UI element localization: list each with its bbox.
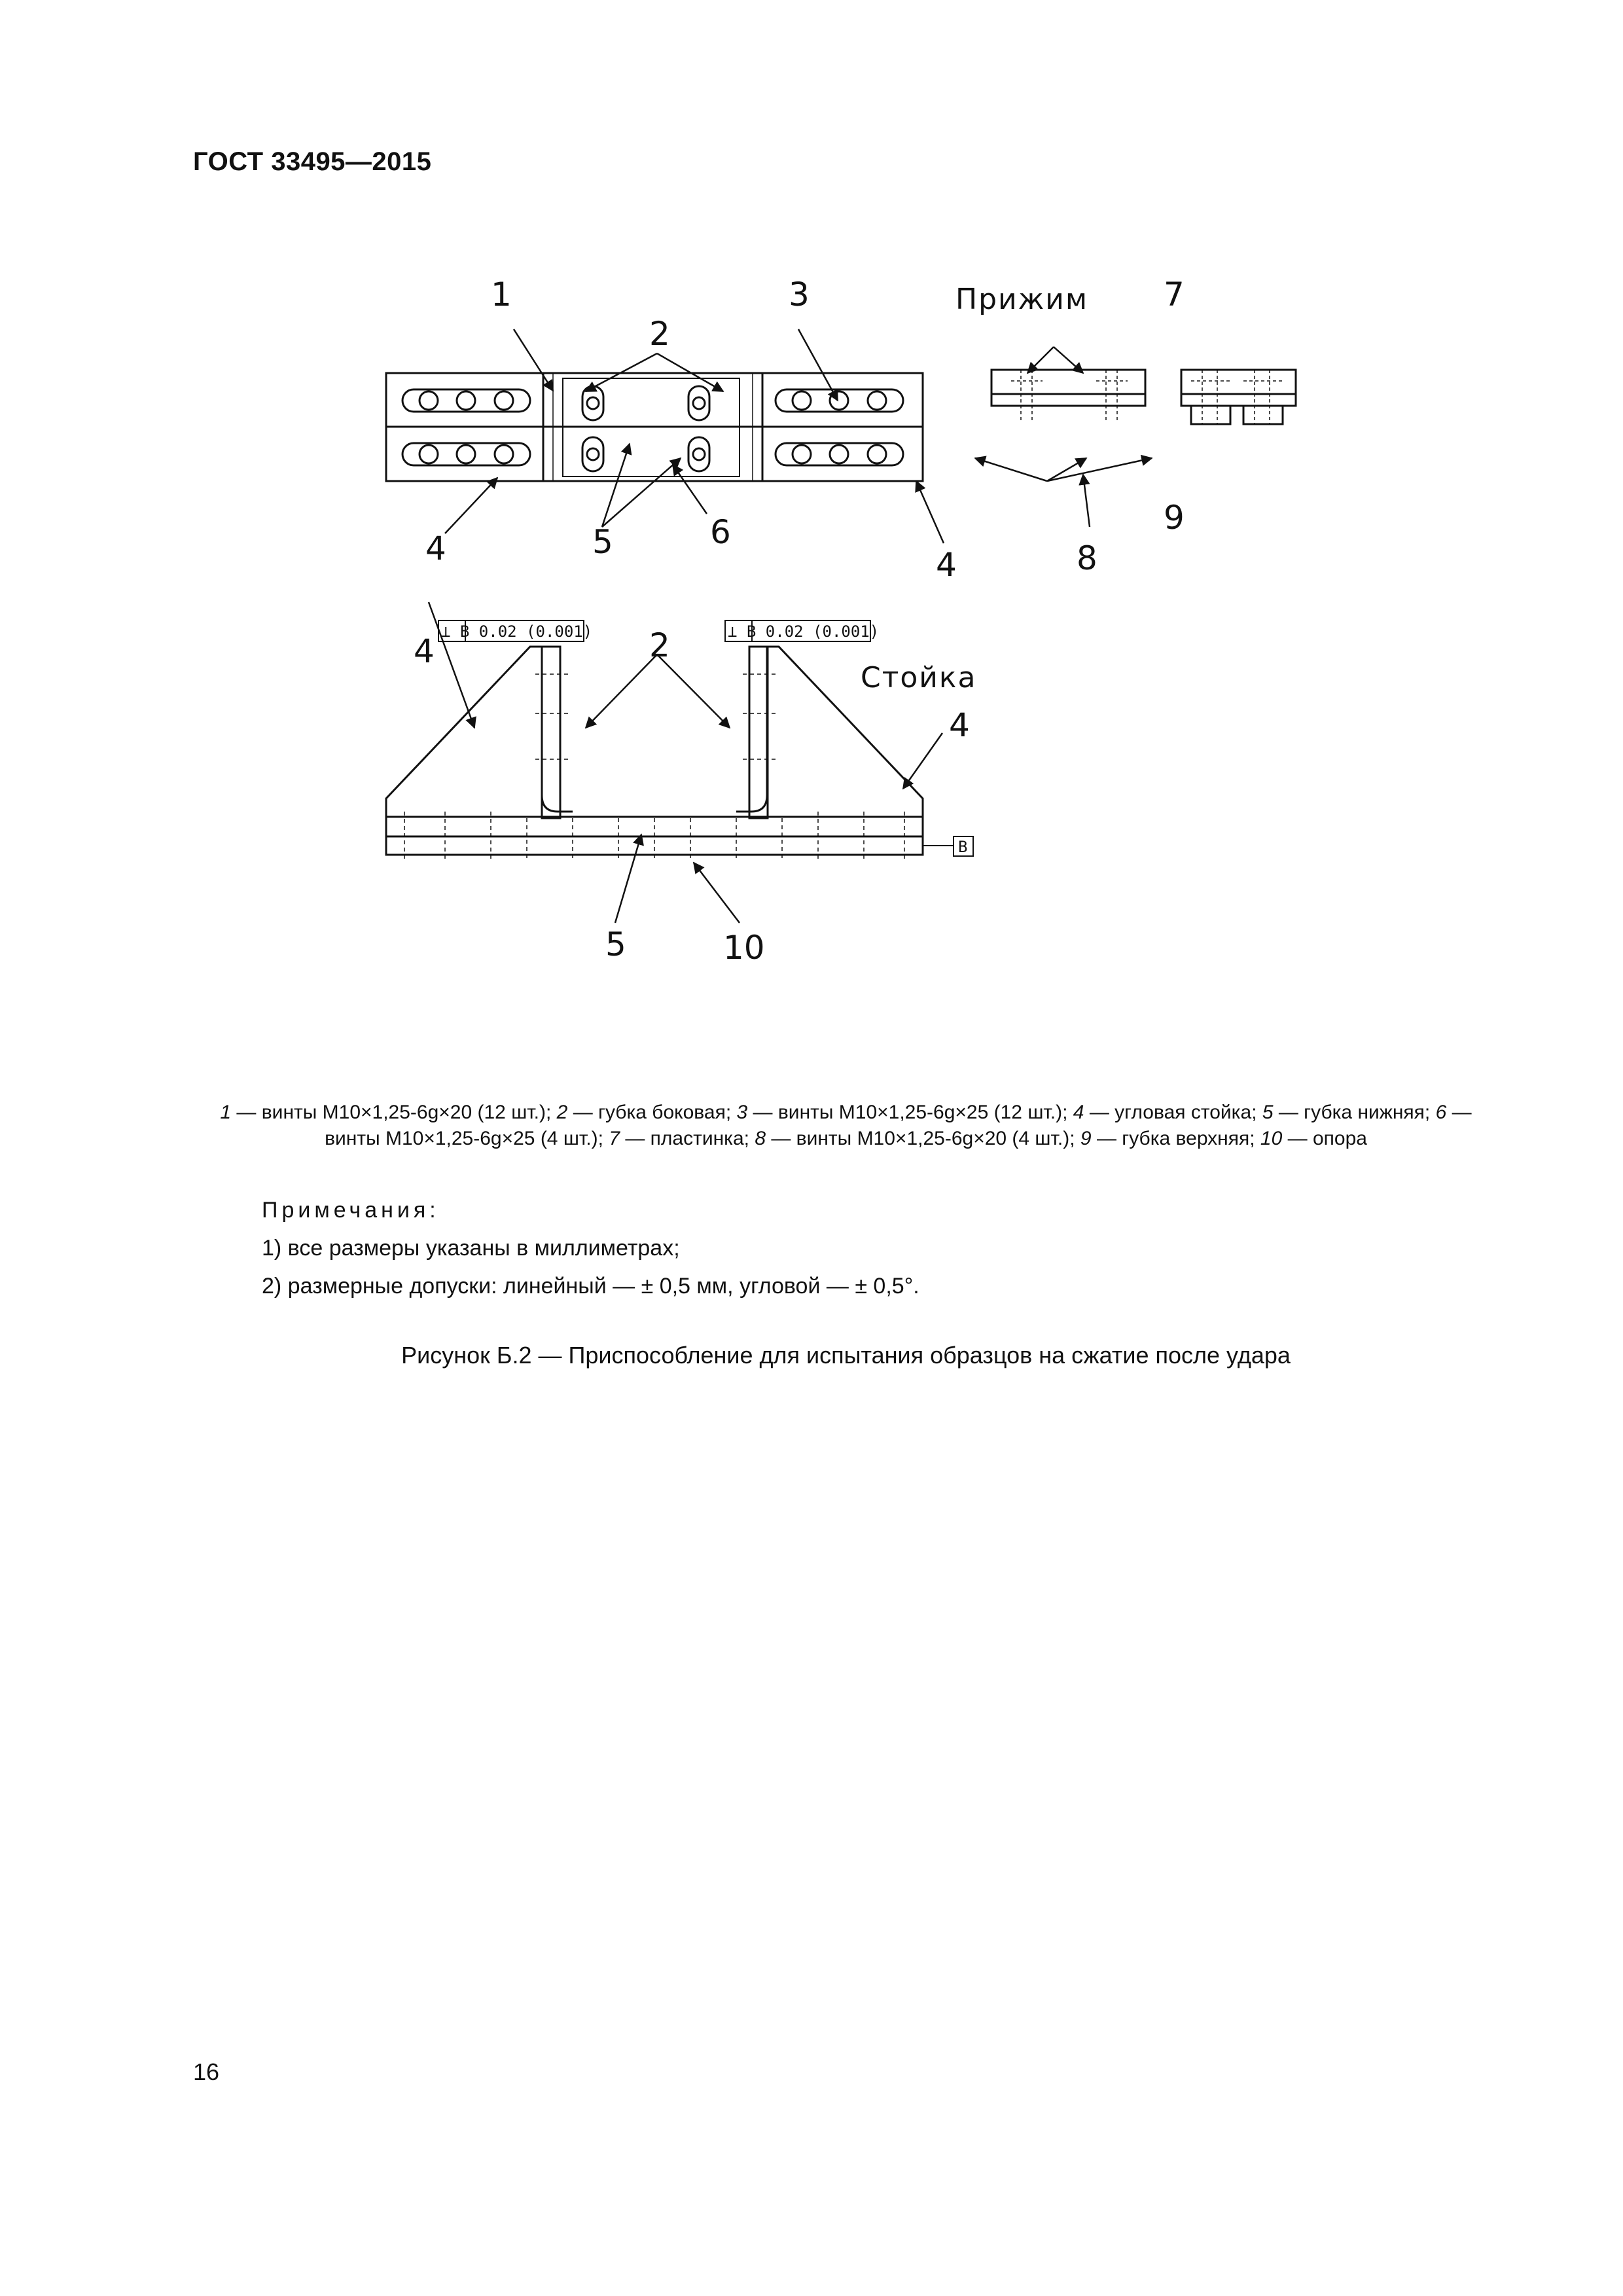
label-7: 7 [1164, 276, 1185, 314]
stand-view [386, 647, 923, 855]
label-10: 10 [723, 929, 765, 967]
label-4-top-right: 4 [936, 546, 957, 584]
page-number: 16 [193, 2058, 220, 2085]
stand-title: Стойка [861, 661, 977, 694]
notes-heading: Примечания: [262, 1198, 440, 1223]
tolerance-frame-left [438, 620, 592, 641]
tolerance-frame-right [725, 620, 879, 641]
figure-caption: Рисунок Б.2 — Приспособление для испытания образцов на сжатие после удара [401, 1342, 1291, 1369]
legend-item: 5 — губка нижняя; [1262, 1102, 1436, 1123]
label-1: 1 [491, 276, 512, 314]
stand-hidden-lines [404, 674, 904, 861]
technical-drawing [366, 262, 1185, 988]
top-view [386, 373, 923, 481]
label-8: 8 [1077, 539, 1097, 577]
label-4-stand-left: 4 [414, 632, 435, 670]
figure-legend [196, 1100, 1495, 1152]
datum-text: B [958, 838, 968, 856]
label-2-top: 2 [649, 315, 670, 353]
document-header: ГОСТ 33495—2015 [193, 147, 432, 176]
tolerance-text-right: ⊥ B 0.02 (0.001) [728, 622, 880, 641]
label-2-stand: 2 [649, 626, 670, 664]
clamp-title: Прижим [955, 283, 1089, 316]
legend-item: 10 — опора [1260, 1128, 1367, 1149]
label-6: 6 [710, 513, 731, 551]
legend-item: 3 — винты М10×1,25-6g×25 (12 шт.); [736, 1102, 1073, 1123]
note-item: 2) размерные допуски: линейный — ± 0,5 мм, угловой — ± 0,5°. [262, 1274, 919, 1299]
legend-item: 2 — губка боковая; [556, 1102, 737, 1123]
label-3: 3 [789, 276, 810, 314]
clamp-view-drawing [991, 367, 1319, 445]
legend-item: 7 — пластинка; [609, 1128, 755, 1149]
label-4-top-left: 4 [425, 529, 446, 567]
label-4-stand-right: 4 [949, 706, 970, 744]
tolerance-text-left: ⊥ B 0.02 (0.001) [441, 622, 593, 641]
label-5-top: 5 [592, 523, 613, 561]
note-item: 1) все размеры указаны в миллиметрах; [262, 1236, 680, 1261]
legend-item: 8 — винты М10×1,25-6g×20 (4 шт.); [755, 1128, 1080, 1149]
legend-item: 1 — винты М10×1,25-6g×20 (12 шт.); [220, 1102, 557, 1123]
notes-block [262, 1191, 1374, 1305]
legend-item: 4 — угловая стойка; [1073, 1102, 1262, 1123]
legend-item: 9 — губка верхняя; [1080, 1128, 1260, 1149]
legend-item: 6 — винты М10×1,25-6g×25 (4 шт.); [325, 1102, 1472, 1149]
label-5-stand: 5 [605, 925, 626, 963]
datum-box [923, 836, 973, 856]
label-9: 9 [1164, 499, 1185, 537]
